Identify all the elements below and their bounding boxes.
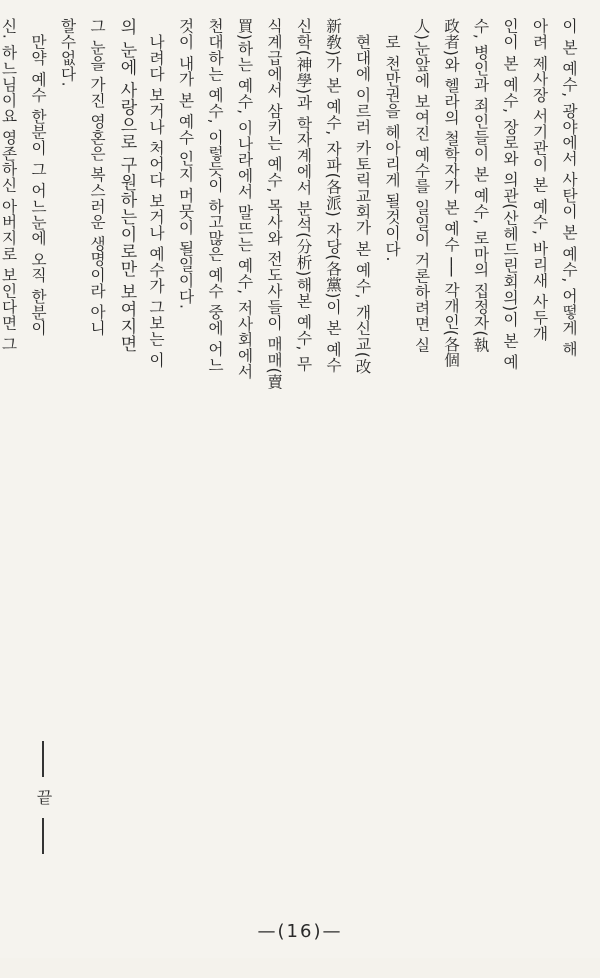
text-column-1: 이 본 예수, 광야에서 사탄이 본 예수, 어떻게 해 xyxy=(560,18,578,357)
text-column-11: 식계급에서 삼키는 예수, 목사와 전도사들이 매매(賣 xyxy=(265,18,283,390)
end-mark xyxy=(32,735,55,860)
text-column-16: 의 눈에 사랑으로 구원하는이로만 보여지면 xyxy=(116,18,137,353)
text-column-5: 政者)와 헬라의 철학자가 본 예수 ── 각개인(各個 xyxy=(442,18,460,368)
text-column-2: 아려 제사장 서기관이 본 예수, 바리새 사두개 xyxy=(530,18,549,341)
text-column-18: 할수없다. xyxy=(58,18,77,87)
text-column-6: 人)눈앞에 보여진 예수를 일일이 거론하려면 실 xyxy=(412,18,431,353)
end-dash-bottom xyxy=(42,818,44,854)
page-number-text: (16) xyxy=(277,921,323,942)
text-column-8: 현대에 이르러 카토릭교회가 본 예수, 개신교(改 xyxy=(353,34,372,375)
text-column-10: 신학(神學)과 학자계에서 분석(分析)해본 예수, 무 xyxy=(294,18,313,372)
text-column-4: 수, 병인과 죄인들이 본 예수, 로마의 집정자(執 xyxy=(471,18,490,353)
text-column-15: 나려다 보거나 처어다 보거나 예수가 그보는 이 xyxy=(147,34,165,368)
text-column-3: 인이 본 예수, 장로와 의관(산헤드린회의)이 본 예 xyxy=(501,18,519,370)
text-column-12: 買)하는 예수, 이나라에서 말뜨는 예수, 저사회에서 xyxy=(235,18,254,380)
page-number-dash-right: — xyxy=(322,921,343,942)
page-number-dash-left: — xyxy=(257,921,278,942)
text-column-19: 만약 예수 한분이 그 어느눈에 오직 한분이 xyxy=(29,34,47,336)
end-dash-top xyxy=(42,741,44,777)
vertical-text-block xyxy=(0,18,582,898)
text-column-7: 로 천만권을 헤아리게 될것이다. xyxy=(383,34,401,262)
text-column-20: 신. 하느님이요 영존하신 아버지로 보인다면 그 xyxy=(0,18,18,352)
end-label: 끝 xyxy=(34,789,53,807)
text-column-17: 그 눈을 가진 영혼은 복스러운 생명이라 아니 xyxy=(88,18,106,336)
text-column-13: 천대하는 예수, 이렇듯이 하고많은 예수 중에 어느 xyxy=(206,18,224,373)
text-column-9: 新敎)가 본 예수, 자파(各派) 자당(各黨)이 본 예수 xyxy=(324,18,342,373)
text-column-14: 것이 내가 본 예수 인지 머뭇이 될일이다. xyxy=(176,18,195,310)
page-number xyxy=(0,921,600,942)
